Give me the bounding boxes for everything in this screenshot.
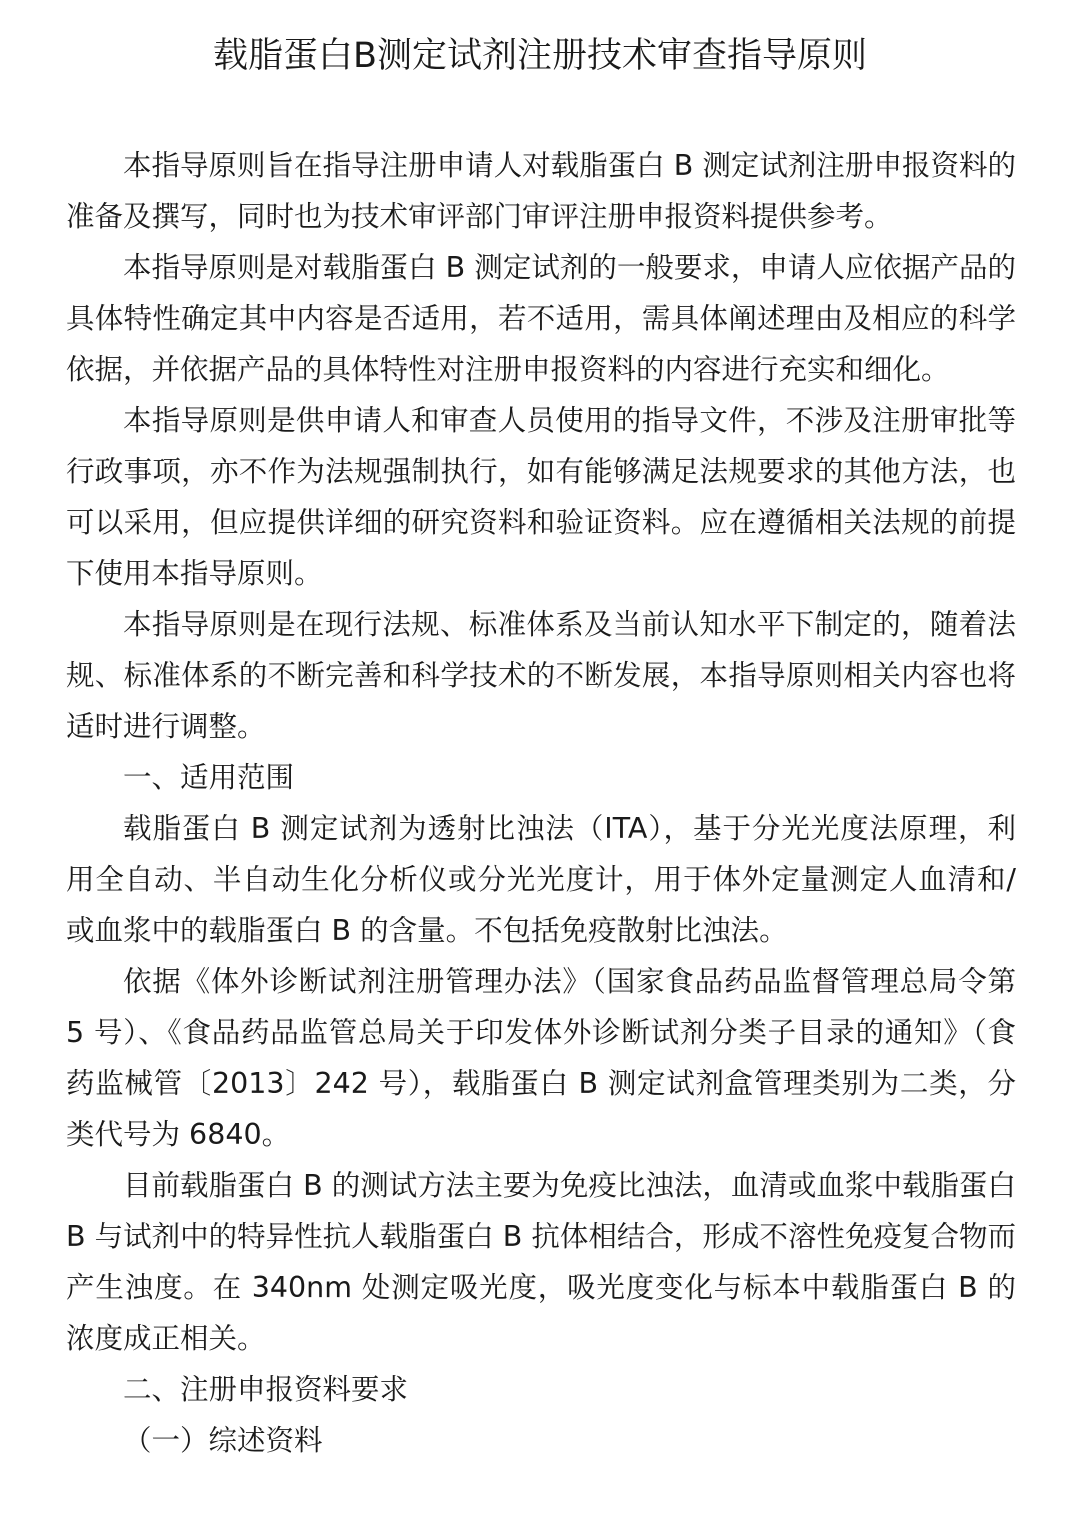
paragraph-guidance-nature: 本指导原则是供申请人和审查人员使用的指导文件，不涉及注册审批等行政事项，亦不作为法规强制执行，如有能够满足法规要求的其他方法，也可以采用，但应提供详细的研究资料和验证资料。应在遵循相关法规的前提下使用本指导原则。 <box>66 404 1016 590</box>
paragraph-scope-method: 载脂蛋白 B 测定试剂为透射比浊法（ITA），基于分光光度法原理，利用全自动、半自动生化分析仪或分光光度计，用于体外定量测定人血清和/或血浆中的载脂蛋白 B 的含量。不包括免疫散射比浊法。 <box>66 812 1016 947</box>
document-title: 载脂蛋白B测定试剂注册技术审查指导原则 <box>212 36 867 76</box>
subsection-heading-summary: （一）综述资料 <box>123 1424 323 1457</box>
paragraph-adjustment: 本指导原则是在现行法规、标准体系及当前认知水平下制定的，随着法规、标准体系的不断完善和科学技术的不断发展，本指导原则相关内容也将适时进行调整。 <box>66 608 1016 743</box>
section-heading-scope: 一、适用范围 <box>123 761 295 794</box>
paragraph-scope-classification: 依据《体外诊断试剂注册管理办法》（国家食品药品监督管理总局令第 5 号）、《食品药品监管总局关于印发体外诊断试剂分类子目录的通知》（食药监械管〔2013〕242 号），载脂蛋白 B 测定试剂盒管理类别为二类，分类代号为 6840。 <box>66 965 1016 1151</box>
document-body <box>66 140 1016 1466</box>
paragraph-purpose: 本指导原则旨在指导注册申请人对载脂蛋白 B 测定试剂注册申报资料的准备及撰写，同时也为技术审评部门审评注册申报资料提供参考。 <box>66 149 1016 233</box>
paragraph-scope-principle: 目前载脂蛋白 B 的测试方法主要为免疫比浊法，血清或血浆中载脂蛋白 B 与试剂中的特异性抗人载脂蛋白 B 抗体相结合，形成不溶性免疫复合物而产生浊度。在 340nm 处测定吸光度，吸光度变化与标本中载脂蛋白 B 的浓度成正相关。 <box>66 1169 1016 1355</box>
paragraph-general-requirements: 本指导原则是对载脂蛋白 B 测定试剂的一般要求，申请人应依据产品的具体特性确定其中内容是否适用，若不适用，需具体阐述理由及相应的科学依据，并依据产品的具体特性对注册申报资料的内容进行充实和细化。 <box>66 251 1016 386</box>
section-heading-registration: 二、注册申报资料要求 <box>123 1373 409 1406</box>
